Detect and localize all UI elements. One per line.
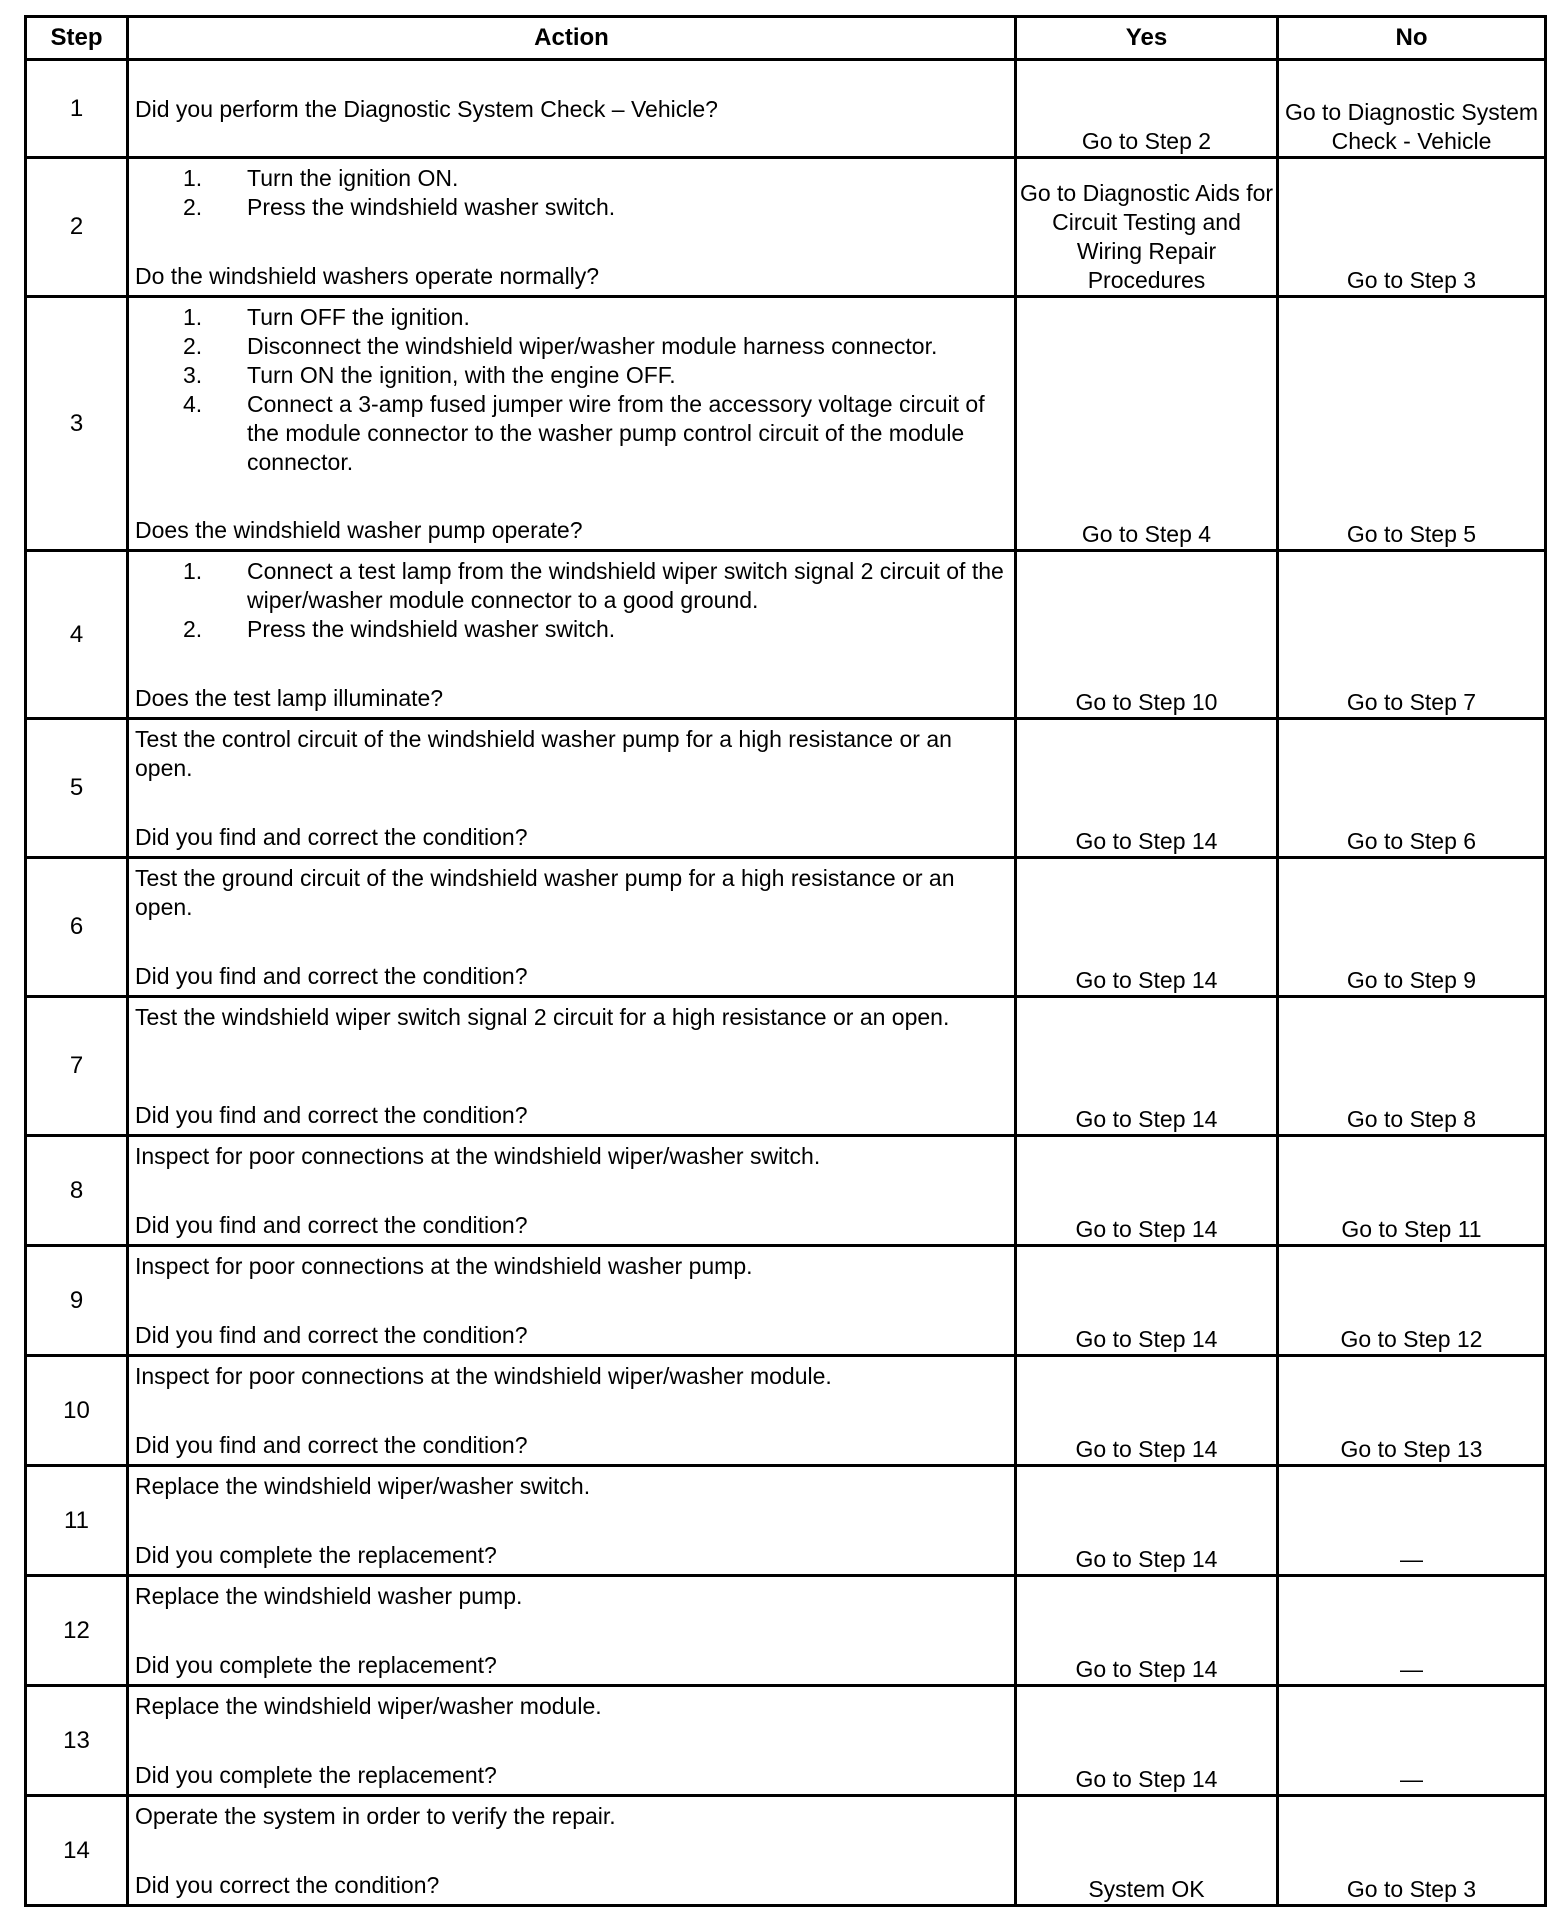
no-result: Go to Step 3 [1278, 1796, 1546, 1906]
instruction-list [135, 557, 1006, 644]
header-action: Action [128, 17, 1016, 60]
no-result: — [1278, 1576, 1546, 1686]
action-description: Test the windshield wiper switch signal 2 circuit for a high resistance or an open. [135, 1004, 950, 1030]
instruction-number: 2. [183, 333, 203, 359]
step-number: 1 [26, 60, 128, 158]
action-cell [128, 297, 1016, 551]
step-number: 8 [26, 1136, 128, 1246]
no-result: Go to Step 12 [1278, 1246, 1546, 1356]
instruction-item [135, 164, 1006, 193]
instruction-item [135, 303, 1006, 332]
table-row [26, 1796, 1546, 1906]
yes-result: Go to Diagnostic Aids for Circuit Testing and Wiring Repair Procedures [1016, 158, 1278, 297]
no-result: Go to Step 5 [1278, 297, 1546, 551]
action-description: Replace the windshield washer pump. [135, 1583, 523, 1609]
action-question: Does the windshield washer pump operate? [135, 517, 583, 543]
action-cell [128, 858, 1016, 997]
action-instructions [135, 1582, 1006, 1611]
action-cell [128, 719, 1016, 858]
action-question: Did you correct the condition? [135, 1872, 440, 1898]
table-row [26, 1246, 1546, 1356]
action-description: Replace the windshield wiper/washer module. [135, 1693, 602, 1719]
action-question: Did you find and correct the condition? [135, 824, 528, 850]
table-row [26, 1466, 1546, 1576]
no-result: Go to Step 7 [1278, 551, 1546, 719]
instruction-text: Disconnect the windshield wiper/washer module harness connector. [247, 333, 938, 359]
yes-result: Go to Step 4 [1016, 297, 1278, 551]
action-cell [128, 1796, 1016, 1906]
table-row [26, 1136, 1546, 1246]
instruction-text: Connect a 3-amp fused jumper wire from the accessory voltage circuit of the module connector to the washer pump control circuit of the module connector. [247, 391, 985, 475]
table-row [26, 158, 1546, 297]
action-question: Did you perform the Diagnostic System Check – Vehicle? [135, 95, 718, 122]
action-cell [128, 1246, 1016, 1356]
no-result: — [1278, 1686, 1546, 1796]
yes-result: Go to Step 14 [1016, 1576, 1278, 1686]
action-cell [128, 158, 1016, 297]
action-description: Inspect for poor connections at the windshield wiper/washer switch. [135, 1143, 821, 1169]
action-instructions [135, 1003, 1006, 1032]
yes-result: System OK [1016, 1796, 1278, 1906]
action-cell [128, 1686, 1016, 1796]
step-number: 2 [26, 158, 128, 297]
action-question: Did you complete the replacement? [135, 1652, 497, 1678]
action-question: Did you complete the replacement? [135, 1762, 497, 1788]
instruction-text: Turn the ignition ON. [247, 165, 459, 191]
table-row [26, 997, 1546, 1136]
table-row [26, 297, 1546, 551]
table-row [26, 1686, 1546, 1796]
step-number: 10 [26, 1356, 128, 1466]
table-row [26, 858, 1546, 997]
table-row [26, 1576, 1546, 1686]
yes-result: Go to Step 14 [1016, 1356, 1278, 1466]
instruction-text: Turn OFF the ignition. [247, 304, 470, 330]
yes-result: Go to Step 10 [1016, 551, 1278, 719]
no-result: Go to Diagnostic System Check - Vehicle [1278, 60, 1546, 158]
action-instructions [135, 1692, 1006, 1721]
step-number: 11 [26, 1466, 128, 1576]
instruction-number: 2. [183, 194, 203, 220]
step-number: 6 [26, 858, 128, 997]
no-result: Go to Step 8 [1278, 997, 1546, 1136]
no-result: Go to Step 6 [1278, 719, 1546, 858]
step-number: 12 [26, 1576, 128, 1686]
action-instructions [135, 1142, 1006, 1171]
instruction-text: Press the windshield washer switch. [247, 616, 616, 642]
action-question: Did you find and correct the condition? [135, 1102, 528, 1128]
instruction-number: 2. [183, 616, 203, 642]
action-description: Operate the system in order to verify the repair. [135, 1803, 616, 1829]
step-number: 7 [26, 997, 128, 1136]
action-instructions [135, 725, 1006, 783]
step-number: 4 [26, 551, 128, 719]
yes-result: Go to Step 14 [1016, 719, 1278, 858]
instruction-item [135, 193, 1006, 222]
no-result: Go to Step 3 [1278, 158, 1546, 297]
action-cell [128, 1356, 1016, 1466]
yes-result: Go to Step 2 [1016, 60, 1278, 158]
instruction-item [135, 361, 1006, 390]
yes-result: Go to Step 14 [1016, 1466, 1278, 1576]
action-question: Did you complete the replacement? [135, 1542, 497, 1568]
action-instructions [135, 1252, 1006, 1281]
action-question: Does the test lamp illuminate? [135, 685, 444, 711]
action-instructions [135, 1362, 1006, 1391]
header-yes: Yes [1016, 17, 1278, 60]
action-instructions [135, 1472, 1006, 1501]
action-description: Inspect for poor connections at the windshield wiper/washer module. [135, 1363, 832, 1389]
action-instructions [135, 864, 1006, 922]
instruction-number: 1. [183, 304, 203, 330]
action-cell [128, 1576, 1016, 1686]
action-description: Test the ground circuit of the windshield washer pump for a high resistance or an open. [135, 865, 955, 920]
instruction-item [135, 615, 1006, 644]
table-row [26, 1356, 1546, 1466]
diagnostic-table [24, 15, 1547, 1907]
action-question: Did you find and correct the condition? [135, 963, 528, 989]
yes-result: Go to Step 14 [1016, 1246, 1278, 1356]
step-number: 13 [26, 1686, 128, 1796]
table-row [26, 551, 1546, 719]
instruction-number: 4. [183, 391, 203, 417]
action-question: Do the windshield washers operate normally? [135, 263, 600, 289]
no-result: Go to Step 9 [1278, 858, 1546, 997]
table-row [26, 60, 1546, 158]
instruction-number: 1. [183, 558, 203, 584]
header-row [26, 17, 1546, 60]
action-cell [128, 1466, 1016, 1576]
yes-result: Go to Step 14 [1016, 1136, 1278, 1246]
action-description: Replace the windshield wiper/washer switch. [135, 1473, 591, 1499]
action-cell [128, 1136, 1016, 1246]
instruction-number: 1. [183, 165, 203, 191]
step-number: 9 [26, 1246, 128, 1356]
action-instructions [135, 557, 1006, 644]
step-number: 14 [26, 1796, 128, 1906]
action-cell [128, 997, 1016, 1136]
action-question: Did you find and correct the condition? [135, 1322, 528, 1348]
action-question: Did you find and correct the condition? [135, 1212, 528, 1238]
yes-result: Go to Step 14 [1016, 997, 1278, 1136]
instruction-text: Press the windshield washer switch. [247, 194, 616, 220]
step-number: 3 [26, 297, 128, 551]
instruction-item [135, 557, 1006, 615]
action-instructions [135, 303, 1006, 477]
action-cell [128, 551, 1016, 719]
step-number: 5 [26, 719, 128, 858]
no-result: Go to Step 11 [1278, 1136, 1546, 1246]
header-no: No [1278, 17, 1546, 60]
instruction-number: 3. [183, 362, 203, 388]
instruction-list [135, 164, 1006, 222]
instruction-text: Turn ON the ignition, with the engine OFF. [247, 362, 676, 388]
action-instructions [135, 164, 1006, 222]
no-result: Go to Step 13 [1278, 1356, 1546, 1466]
instruction-list [135, 303, 1006, 477]
action-cell [128, 60, 1016, 158]
yes-result: Go to Step 14 [1016, 1686, 1278, 1796]
header-step: Step [26, 17, 128, 60]
action-description: Inspect for poor connections at the windshield washer pump. [135, 1253, 753, 1279]
yes-result: Go to Step 14 [1016, 858, 1278, 997]
table-row [26, 719, 1546, 858]
no-result: — [1278, 1466, 1546, 1576]
action-description: Test the control circuit of the windshield washer pump for a high resistance or an open. [135, 726, 952, 781]
action-question: Did you find and correct the condition? [135, 1432, 528, 1458]
instruction-item [135, 390, 1006, 477]
instruction-item [135, 332, 1006, 361]
instruction-text: Connect a test lamp from the windshield wiper switch signal 2 circuit of the wiper/washer module connector to a good ground. [247, 558, 1004, 613]
action-instructions [135, 1802, 1006, 1831]
